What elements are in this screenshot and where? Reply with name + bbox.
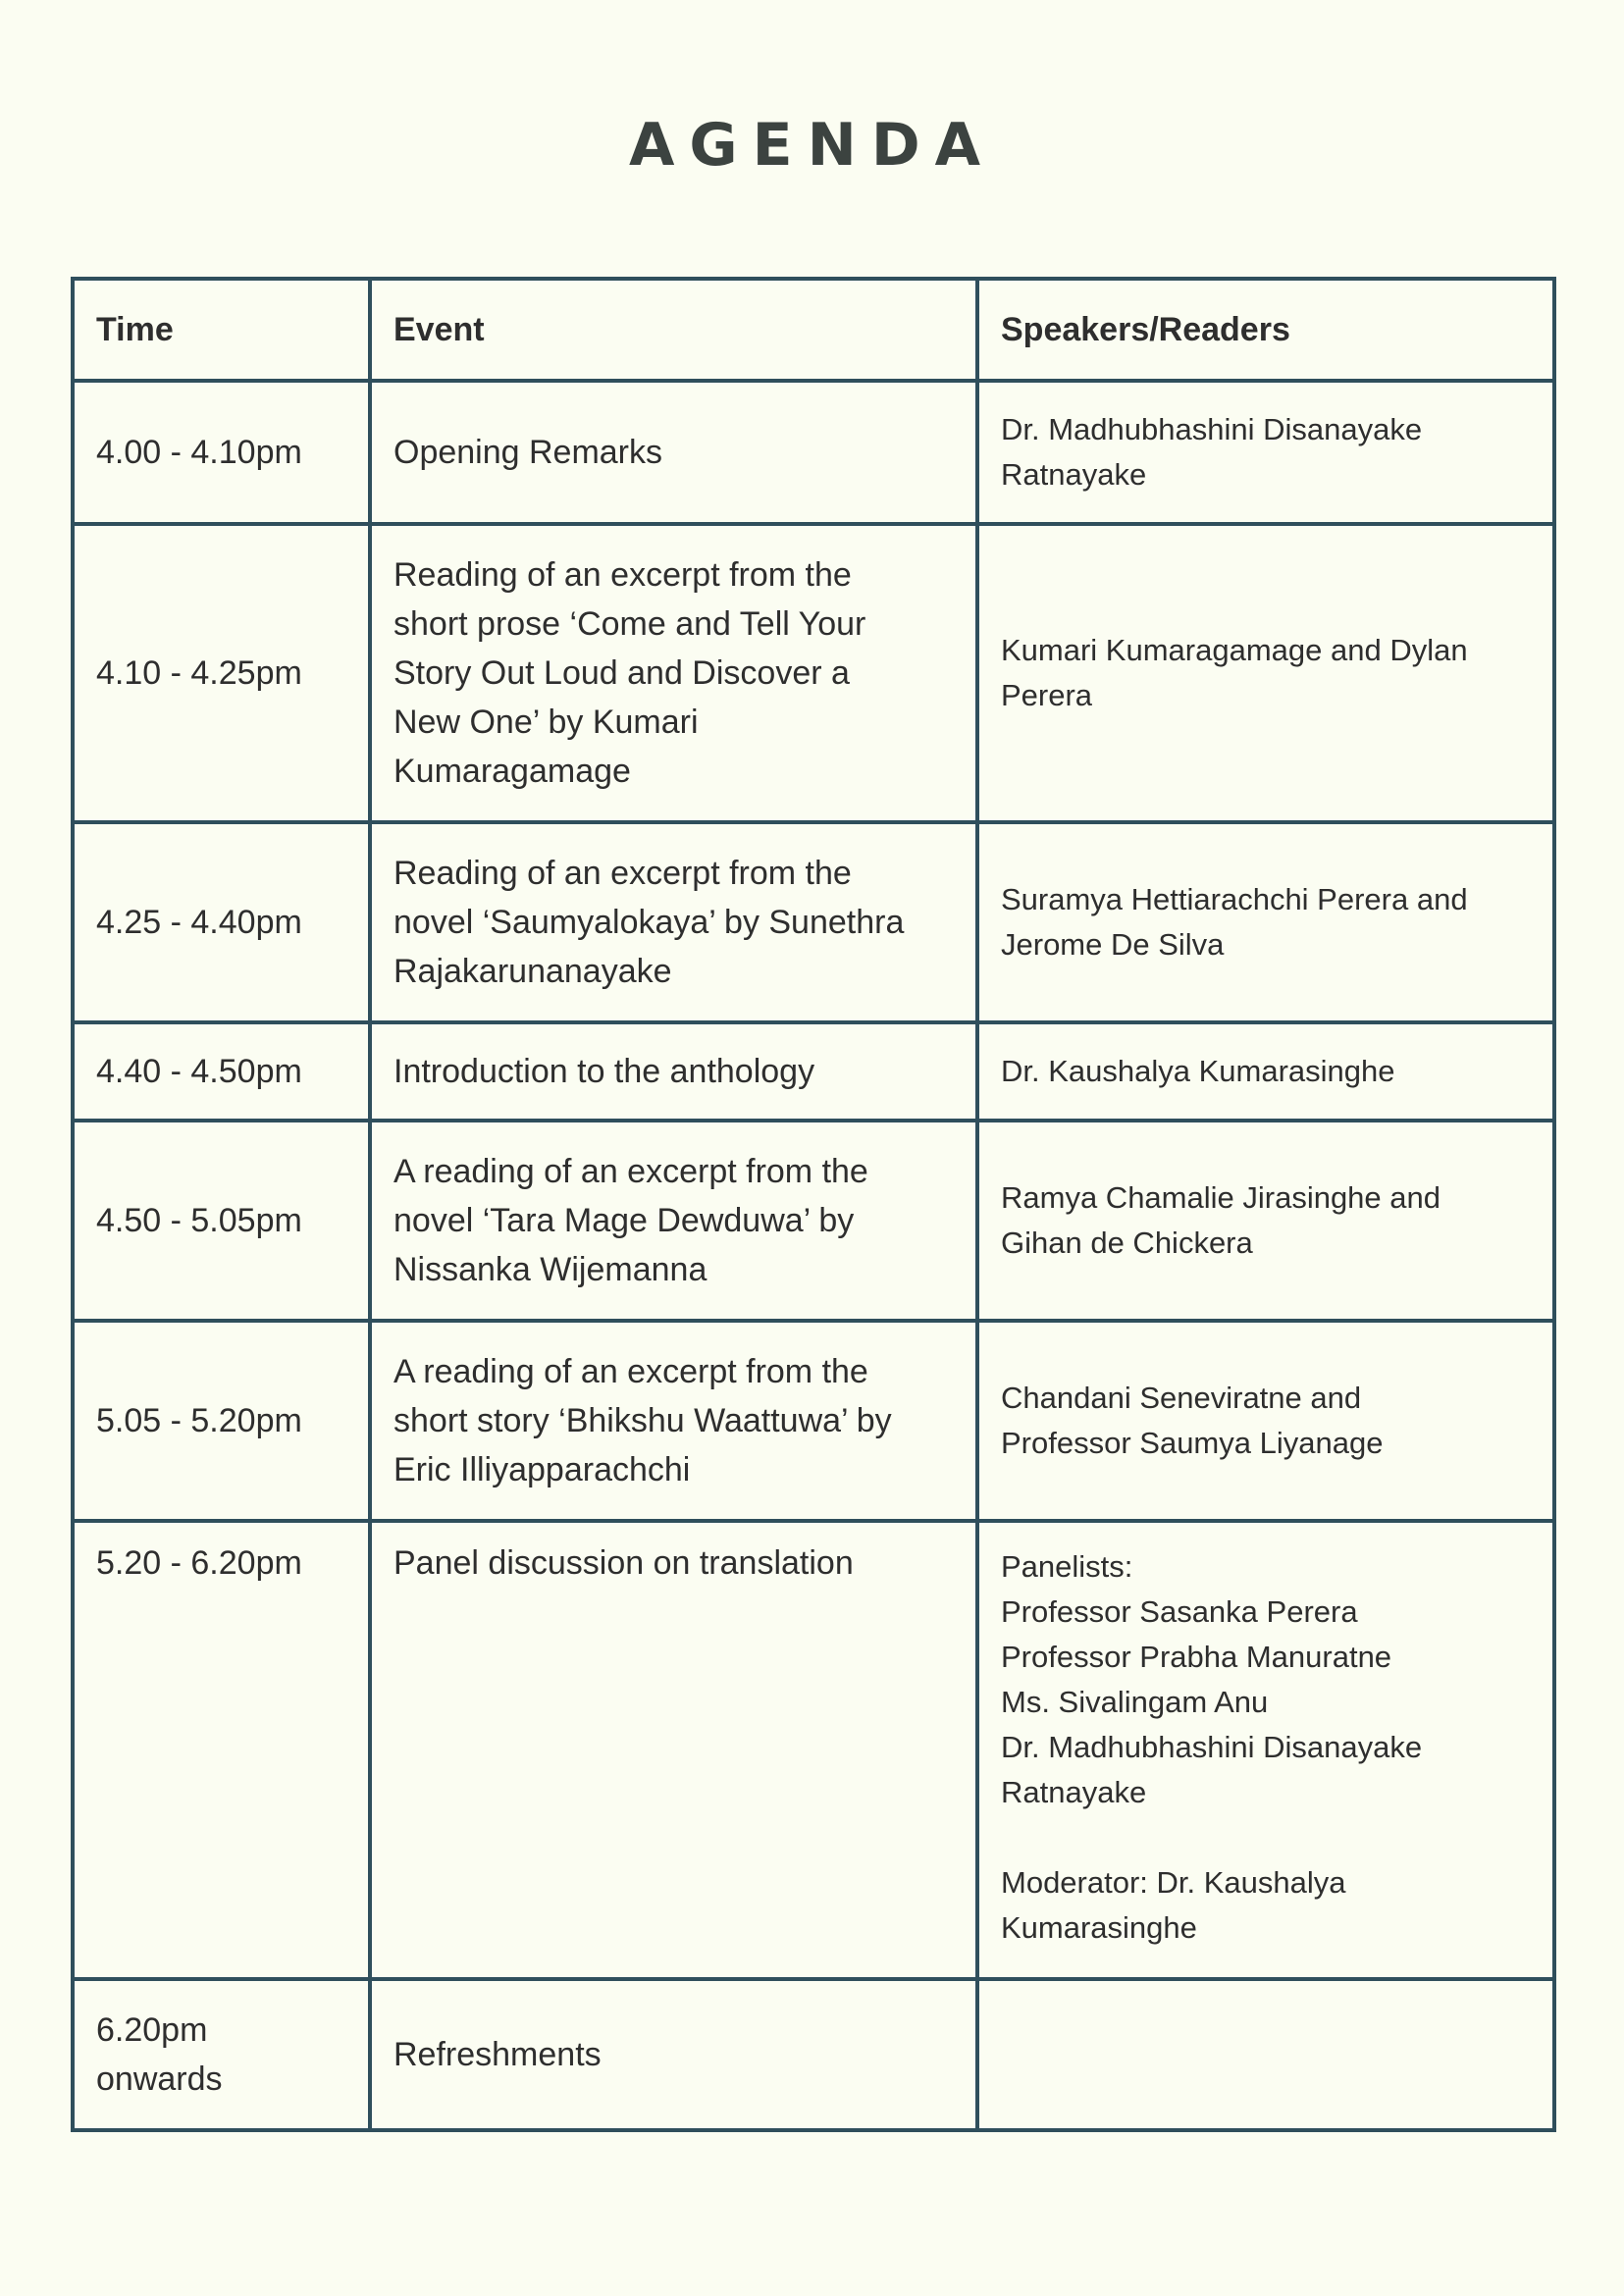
speaker-line: Ratnayake	[1001, 457, 1147, 492]
time-line: 6.20pm	[96, 2011, 208, 2049]
table-row	[73, 524, 1554, 822]
table-row	[73, 1022, 1554, 1121]
time-cell: 5.20 - 6.20pm	[73, 1521, 370, 1979]
time-cell: 4.25 - 4.40pm	[73, 822, 370, 1022]
speakers-cell	[977, 1321, 1554, 1521]
event-line: Story Out Loud and Discover a	[393, 654, 850, 692]
event-cell	[370, 1321, 977, 1521]
speakers-cell	[977, 1521, 1554, 1979]
event-cell: Refreshments	[370, 1979, 977, 2130]
event-cell: Opening Remarks	[370, 381, 977, 524]
header-row	[73, 279, 1554, 381]
speakers-cell	[977, 1979, 1554, 2130]
speaker-line: Suramya Hettiarachchi Perera and	[1001, 882, 1468, 916]
table-row	[73, 381, 1554, 524]
column-header-event: Event	[370, 279, 977, 381]
time-cell: 4.10 - 4.25pm	[73, 524, 370, 822]
moderator-line: Kumarasinghe	[1001, 1910, 1197, 1945]
speaker-line: Kumari Kumaragamage and Dylan	[1001, 633, 1468, 667]
column-header-time: Time	[73, 279, 370, 381]
time-cell: 4.00 - 4.10pm	[73, 381, 370, 524]
table-row	[73, 1979, 1554, 2130]
event-line: Kumaragamage	[393, 753, 631, 790]
time-cell: 5.05 - 5.20pm	[73, 1321, 370, 1521]
speakers-cell	[977, 1022, 1554, 1121]
event-cell: Introduction to the anthology	[370, 1022, 977, 1121]
spacer	[1001, 1815, 1531, 1860]
table-row	[73, 1121, 1554, 1321]
event-cell	[370, 822, 977, 1022]
speaker-line: Professor Saumya Liyanage	[1001, 1426, 1384, 1460]
event-line: short story ‘Bhikshu Waattuwa’ by	[393, 1402, 892, 1439]
event-line: novel ‘Saumyalokaya’ by Sunethra	[393, 904, 905, 941]
event-line: Rajakarunanayake	[393, 953, 672, 990]
time-cell: 4.50 - 5.05pm	[73, 1121, 370, 1321]
speaker-line: Perera	[1001, 678, 1093, 712]
speaker-line: Dr. Madhubhashini Disanayake	[1001, 1730, 1423, 1764]
event-line: short prose ‘Come and Tell Your	[393, 605, 866, 643]
event-line: Nissanka Wijemanna	[393, 1251, 707, 1288]
speaker-line: Gihan de Chickera	[1001, 1226, 1253, 1260]
speaker-line: Professor Prabha Manuratne	[1001, 1640, 1392, 1674]
time-cell: 4.40 - 4.50pm	[73, 1022, 370, 1121]
speaker-line: Dr. Kaushalya Kumarasinghe	[1001, 1054, 1395, 1088]
time-line: onwards	[96, 2061, 223, 2098]
page-title: AGENDA	[628, 111, 996, 180]
speakers-cell	[977, 822, 1554, 1022]
speaker-line: Ratnayake	[1001, 1775, 1147, 1809]
event-cell: Panel discussion on translation	[370, 1521, 977, 1979]
event-cell	[370, 1121, 977, 1321]
speaker-line: Ms. Sivalingam Anu	[1001, 1685, 1269, 1719]
column-header-speakers: Speakers/Readers	[977, 279, 1554, 381]
event-line: Reading of an excerpt from the	[393, 556, 852, 594]
event-line: A reading of an excerpt from the	[393, 1153, 868, 1190]
speakers-cell	[977, 381, 1554, 524]
speaker-line: Chandani Seneviratne and	[1001, 1381, 1362, 1415]
speaker-line: Panelists:	[1001, 1549, 1133, 1584]
event-line: Eric Illiyapparachchi	[393, 1451, 691, 1488]
event-line: novel ‘Tara Mage Dewduwa’ by	[393, 1202, 855, 1239]
speaker-line: Jerome De Silva	[1001, 927, 1225, 962]
event-cell	[370, 524, 977, 822]
speaker-line: Ramya Chamalie Jirasinghe and	[1001, 1180, 1441, 1215]
speaker-line: Dr. Madhubhashini Disanayake	[1001, 412, 1423, 446]
event-line: A reading of an excerpt from the	[393, 1353, 868, 1390]
time-cell	[73, 1979, 370, 2130]
speaker-line: Professor Sasanka Perera	[1001, 1594, 1358, 1629]
event-line: New One’ by Kumari	[393, 704, 699, 741]
table-row	[73, 1521, 1554, 1979]
agenda-table	[71, 277, 1556, 2132]
event-line: Reading of an excerpt from the	[393, 855, 852, 892]
table-row	[73, 1321, 1554, 1521]
speakers-cell	[977, 524, 1554, 822]
table-row	[73, 822, 1554, 1022]
moderator-line: Moderator: Dr. Kaushalya	[1001, 1865, 1346, 1900]
speakers-cell	[977, 1121, 1554, 1321]
